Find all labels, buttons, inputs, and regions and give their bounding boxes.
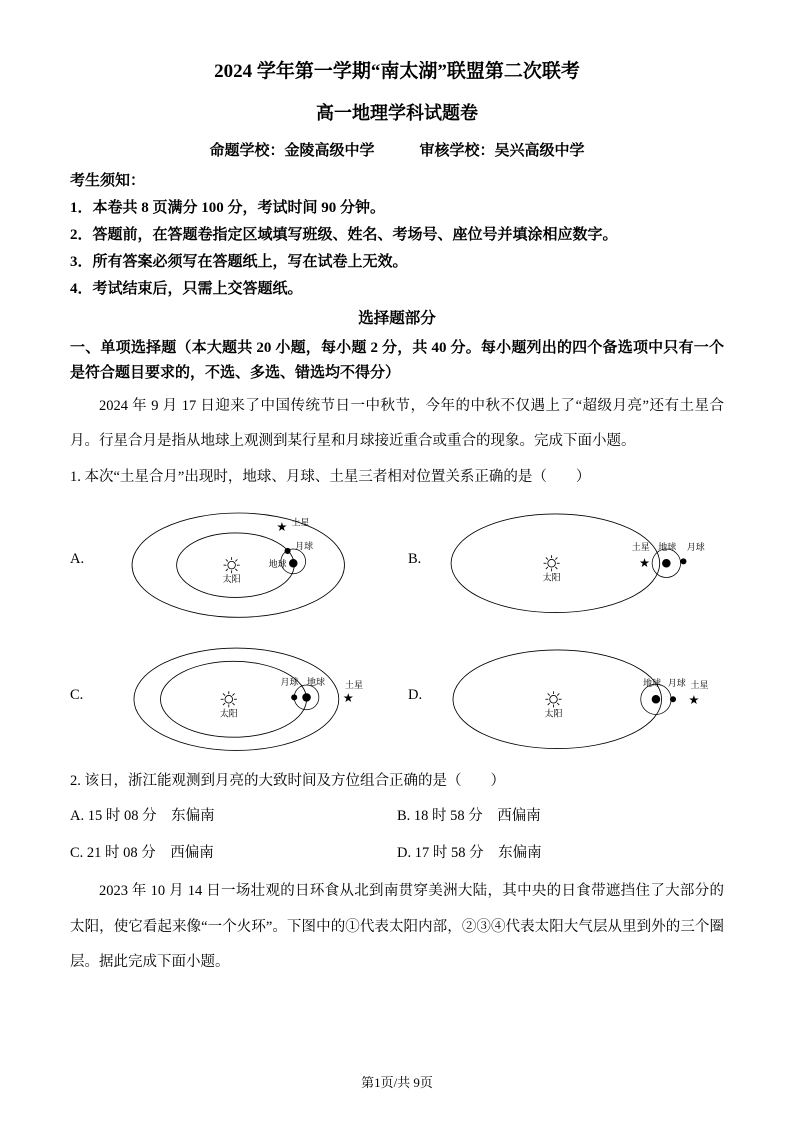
option-letter-d: D.	[408, 686, 423, 703]
sun-label: 太阳	[544, 708, 563, 719]
option-letter-a: A.	[70, 550, 85, 567]
moon-label: 月球	[280, 677, 299, 688]
notice-item-2: 2．答题前，在答题卷指定区域填写班级、姓名、考场号、座位号并填涂相应数字。	[70, 227, 618, 243]
saturn-label: 土星	[344, 679, 363, 690]
q2-option-a: A. 15 时 08 分 东偏南	[70, 808, 215, 825]
sun-icon	[544, 555, 560, 571]
section-part-title: 选择题部分	[358, 310, 436, 327]
earth-label: 地球	[307, 677, 326, 688]
passage-1: 2024 年 9 月 17 日迎来了中国传统节日一中秋节，今年的中秋不仅遇上了“超级月亮”还有土星合月。行星合月是指从地球上观测到某行星和月球接近重合或重合的现象。完成下面小题。	[70, 397, 724, 450]
saturn-star-icon: ★	[639, 556, 651, 571]
earth-dot	[652, 695, 661, 704]
moon-dot	[680, 558, 686, 564]
q1-diagram-c	[70, 630, 390, 760]
notice-item-3: 3．所有答案必须写在答题纸上，写在试卷上无效。	[70, 254, 408, 270]
q1-diagram-b	[408, 494, 728, 624]
question-2: 2. 该日，浙江能观测到月亮的大致时间及方位组合正确的是（ ）	[70, 773, 505, 790]
saturn-star-icon: ★	[276, 520, 288, 535]
sun-label: 太阳	[542, 572, 561, 583]
earth-label: 地球	[658, 542, 677, 553]
saturn-star-icon: ★	[688, 693, 700, 708]
sun-icon	[224, 557, 240, 573]
orbit-diagram-b	[434, 494, 728, 624]
exam-title: 2024 学年第一学期“南太湖”联盟第二次联考	[214, 61, 580, 82]
earth-dot	[302, 693, 311, 702]
q2-options	[70, 798, 724, 872]
q1-diagram-a	[70, 494, 390, 624]
schools-line: 命题学校：金陵高级中学 审核学校：吴兴高级中学	[209, 143, 585, 159]
q2-option-c: C. 21 时 08 分 西偏南	[70, 845, 214, 862]
earth-dot	[289, 559, 298, 568]
notice-item-4: 4．考试结束后，只需上交答题纸。	[70, 281, 303, 297]
saturn-label: 土星	[291, 517, 310, 528]
q1-diagram-grid	[70, 494, 724, 760]
section-instruction: 一、单项选择题（本大题共 20 小题，每小题 2 分，共 40 分。每小题列出的四个备选项中只有一个是符合题目要求的，不选、多选、错选均不得分）	[70, 339, 724, 382]
saturn-label: 土星	[690, 679, 709, 690]
exam-subtitle: 高一地理学科试题卷	[316, 103, 478, 123]
option-letter-c: C.	[70, 686, 84, 703]
notice-heading: 考生须知：	[70, 173, 146, 189]
moon-label: 月球	[295, 541, 314, 552]
q1-diagram-d	[408, 630, 728, 760]
sun-label: 太阳	[219, 708, 238, 719]
notice-item-1: 1．本卷共 8 页满分 100 分，考试时间 90 分钟。	[70, 200, 386, 216]
passage-2: 2023 年 10 月 14 日一场壮观的日环食从北到南贯穿美洲大陆，其中央的日食带遮挡住了大部分的太阳，使它看起来像“一个火环”。下图中的①代表太阳内部，②③④代表太阳大气层从里到外的三个圈层。据此完成下面小题。	[70, 883, 724, 971]
saturn-star-icon: ★	[342, 691, 354, 706]
moon-dot	[285, 548, 291, 554]
sun-label: 太阳	[222, 574, 241, 585]
orbit-diagram-d	[434, 630, 728, 760]
moon-dot	[670, 696, 676, 702]
moon-label: 月球	[667, 678, 686, 689]
moon-dot	[291, 694, 297, 700]
q2-option-d: D. 17 时 58 分 东偏南	[397, 845, 542, 862]
earth-dot	[662, 559, 671, 568]
q2-option-b: B. 18 时 58 分 西偏南	[397, 808, 541, 825]
earth-label: 地球	[643, 678, 662, 689]
saturn-label: 土星	[631, 542, 650, 553]
sun-icon	[545, 691, 561, 707]
earth-label: 地球	[268, 559, 287, 570]
option-letter-b: B.	[408, 550, 422, 567]
sun-icon	[221, 691, 237, 707]
moon-label: 月球	[686, 542, 705, 553]
page-footer: 第1页/共 9页	[361, 1075, 433, 1090]
question-1: 1. 本次“土星合月”出现时，地球、月球、土星三者相对位置关系正确的是（ ）	[70, 468, 591, 485]
orbit-diagram-a	[96, 494, 390, 624]
orbit-diagram-c	[96, 630, 390, 760]
